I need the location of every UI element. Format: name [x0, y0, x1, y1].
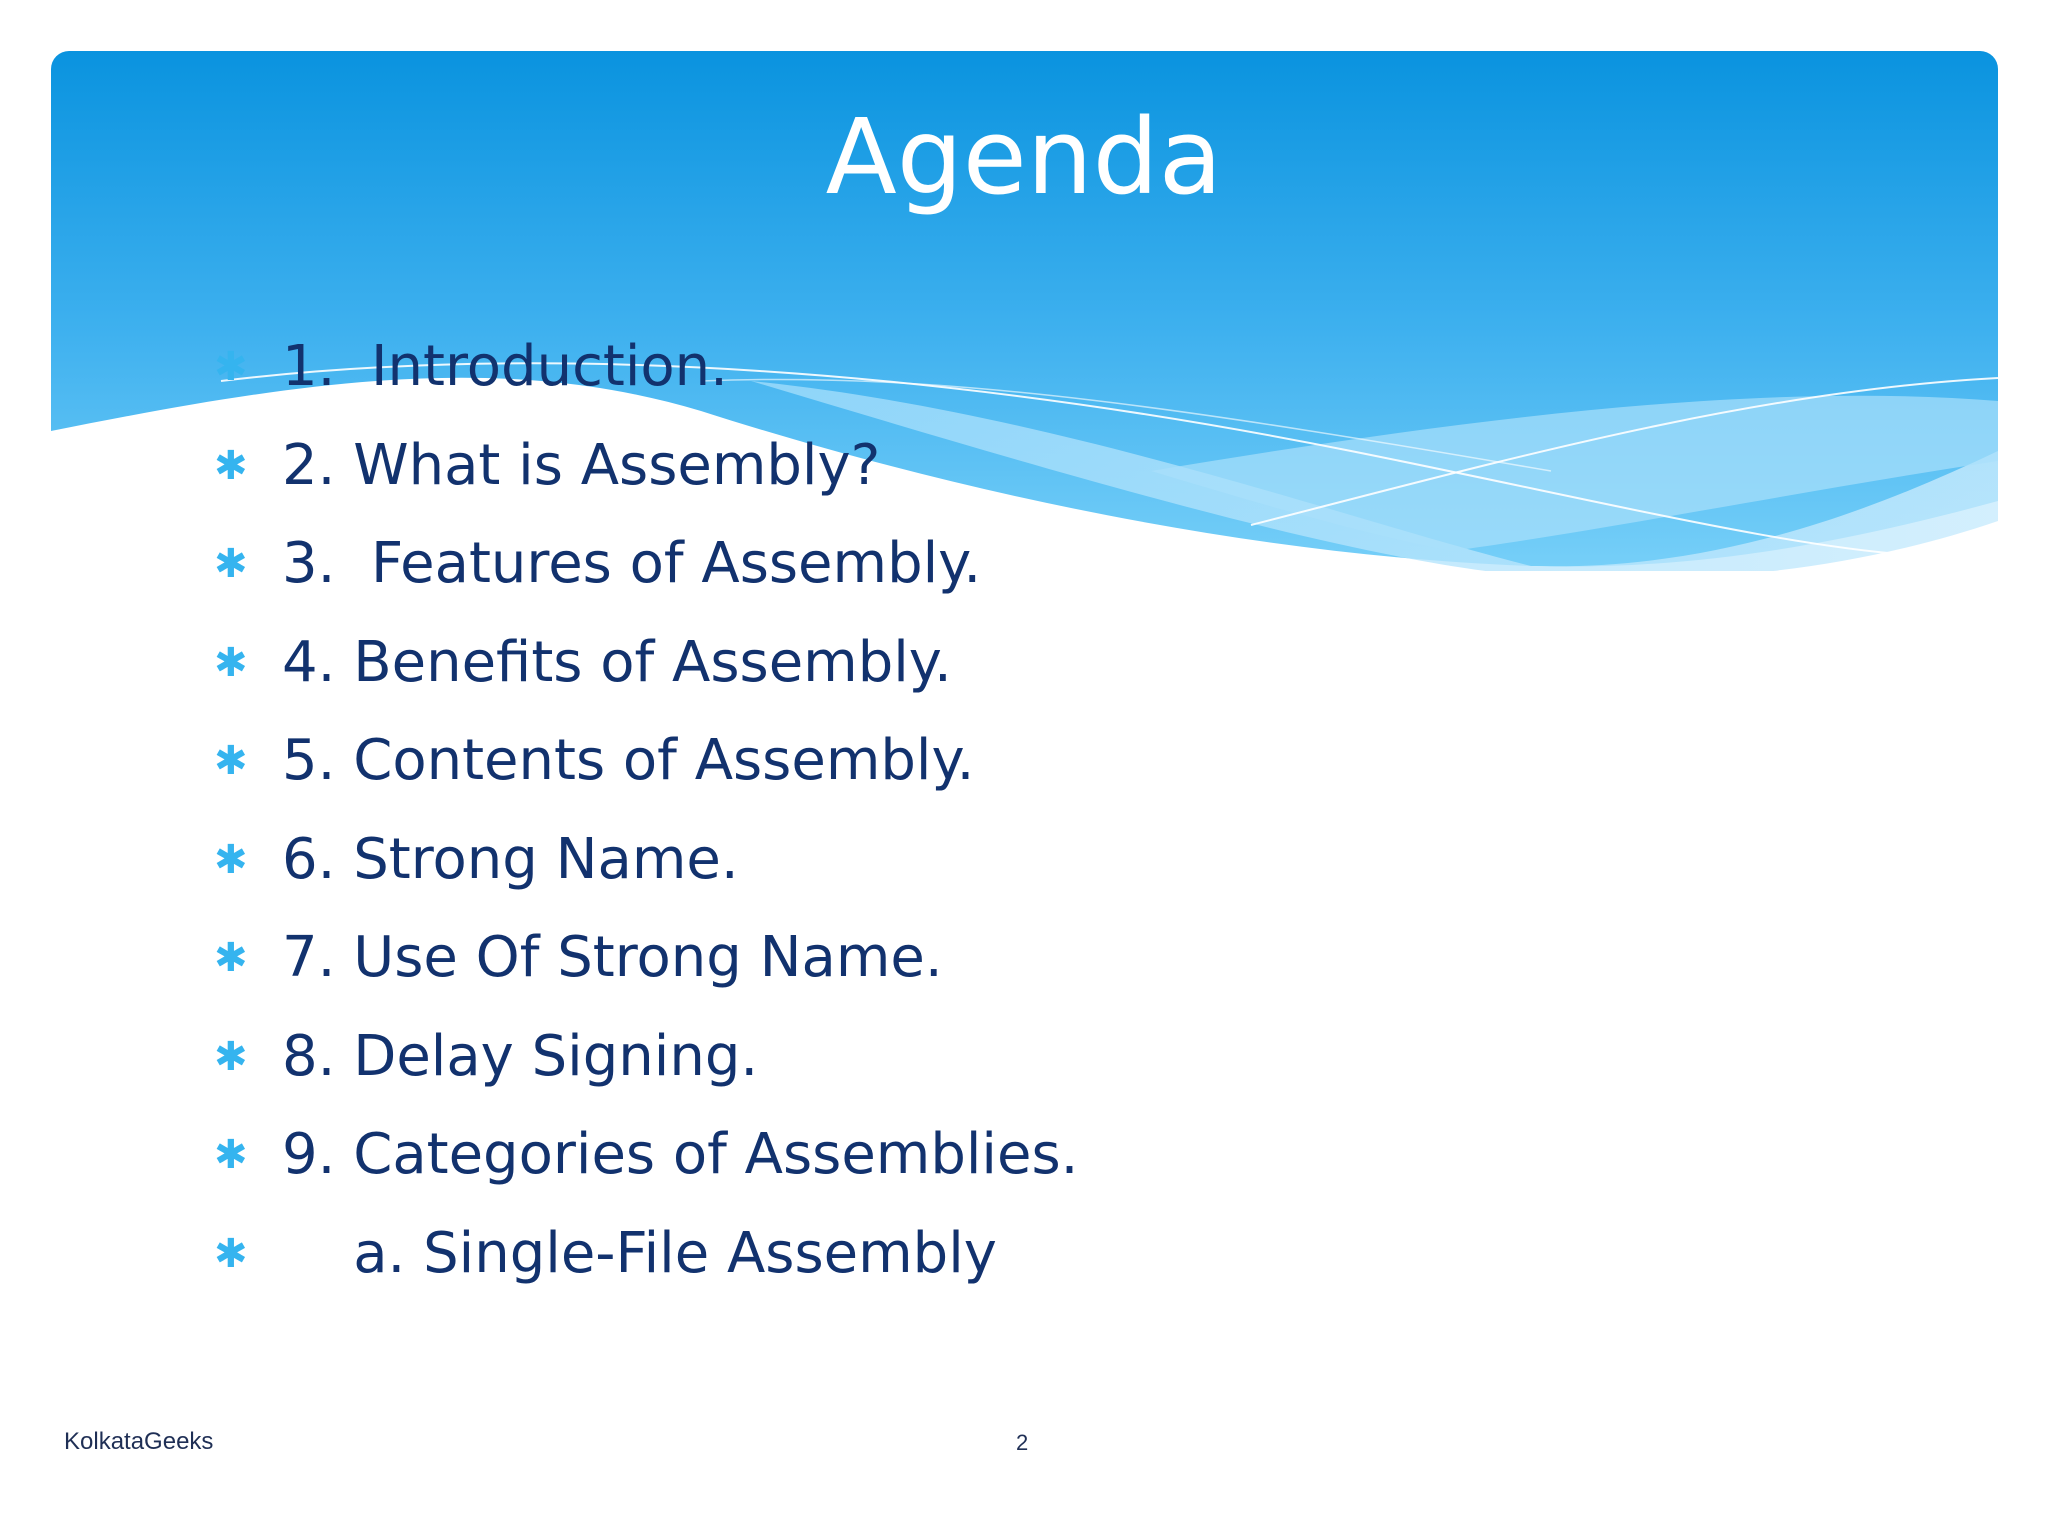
list-item: [210, 1008, 1078, 1107]
list-item: [210, 1205, 1078, 1304]
asterisk-bullet-icon: ✱: [214, 442, 248, 489]
asterisk-bullet-icon: ✱: [214, 1132, 248, 1179]
asterisk-bullet-icon: ✱: [214, 344, 248, 391]
list-item: [210, 909, 1078, 1008]
agenda-item-label: 5. Contents of Assembly.: [282, 728, 975, 794]
list-item: [210, 515, 1078, 614]
list-item: [210, 417, 1078, 516]
asterisk-bullet-icon: ✱: [214, 1033, 248, 1080]
slide-title: Agenda: [825, 96, 1223, 218]
asterisk-bullet-icon: ✱: [214, 1230, 248, 1277]
asterisk-bullet-icon: ✱: [214, 836, 248, 883]
asterisk-bullet-icon: ✱: [214, 935, 248, 982]
list-item: [210, 1106, 1078, 1205]
asterisk-bullet-icon: ✱: [214, 639, 248, 686]
footer-author: KolkataGeeks: [64, 1428, 214, 1455]
agenda-item-label: 8. Delay Signing.: [282, 1023, 759, 1089]
agenda-item-label: 1. Introduction.: [282, 334, 728, 400]
agenda-item-label: 6. Strong Name.: [282, 826, 739, 892]
page-number: 2: [1016, 1430, 1029, 1455]
agenda-item-label: a. Single-File Assembly: [282, 1220, 997, 1286]
agenda-list: [210, 318, 1078, 1303]
list-item: [210, 811, 1078, 910]
agenda-item-label: 9. Categories of Assemblies.: [282, 1122, 1079, 1188]
agenda-item-label: 2. What is Assembly?: [282, 432, 881, 498]
list-item: [210, 712, 1078, 811]
asterisk-bullet-icon: ✱: [214, 541, 248, 588]
list-item: [210, 318, 1078, 417]
asterisk-bullet-icon: ✱: [214, 738, 248, 785]
agenda-item-label: 4. Benefits of Assembly.: [282, 629, 952, 695]
agenda-item-label: 7. Use Of Strong Name.: [282, 925, 943, 991]
agenda-item-label: 3. Features of Assembly.: [282, 531, 982, 597]
list-item: [210, 614, 1078, 713]
